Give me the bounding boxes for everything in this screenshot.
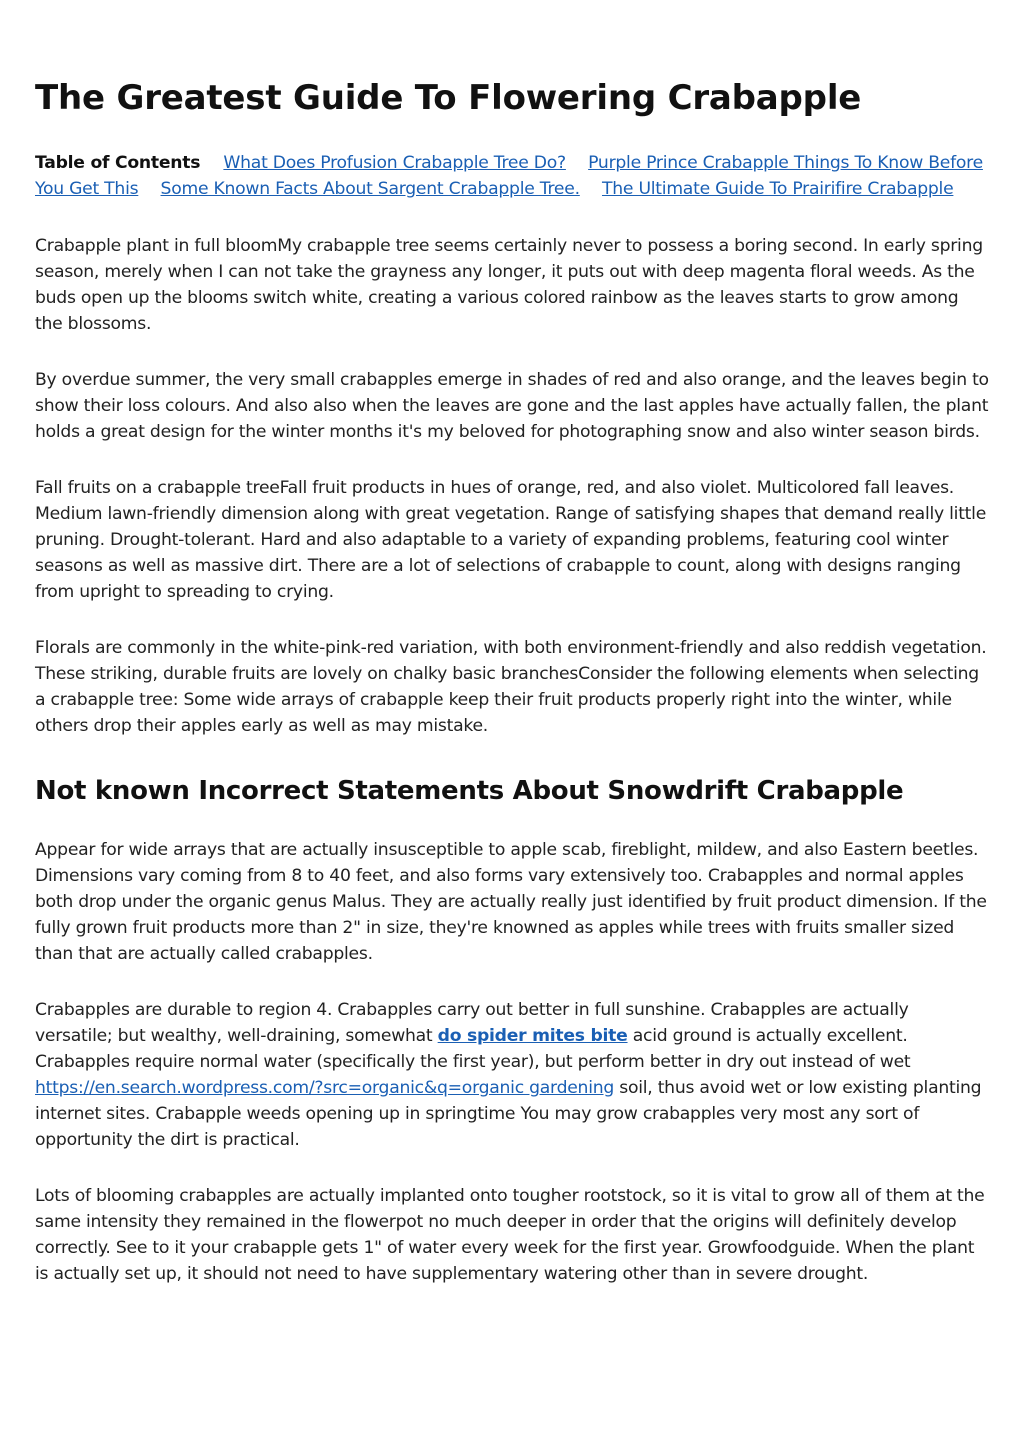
paragraph-planting: Lots of blooming crabapples are actually implanted onto tougher rootstock, so it is vital to grow all of them at the same intensity they remained in the flowerpot no much deeper in order that the origins will definitely develop correctly. See to it your crabapple gets 1" of water every week for the first year. Growfoodguide. When the plant is actually set up, it should not need to have supplementary watering other than in severe drought.	[35, 1186, 985, 1284]
paragraph-varieties: Appear for wide arrays that are actually insusceptible to apple scab, fireblight, mildew, and also Eastern beetles. Dimensions vary coming from 8 to 40 feet, and also forms vary extensively too. Crabapples and normal apples both drop under the organic genus Malus. They are actually really just identified by fruit product dimension. If the fully grown fruit products more than 2" in size, they're knowned as apples while trees with fruits smaller sized than that are actually called crabapples.	[35, 840, 987, 964]
paragraph-text-segment: acid ground is actually excellent. Crabapples require normal water (specifically the first year), but perform better in dry out instead of wet	[35, 1026, 911, 1072]
paragraph-text-segment: Crabapples are durable to region 4. Crabapples carry out better in full sunshine. Crabapples are actually versatile; but wealthy, well-draining, somewhat	[35, 1000, 909, 1046]
paragraph-bloom: Crabapple plant in full bloomMy crabapple tree seems certainly never to possess a boring second. In early spring season, merely when I can not take the grayness any longer, it puts out with deep magenta floral weeds. As the buds open up the blooms switch white, creating a various colored rainbow as the leaves starts to grow among the blossoms.	[35, 236, 983, 334]
paragraph-fall-fruits: Fall fruits on a crabapple treeFall fruit products in hues of orange, red, and also violet. Multicolored fall leaves. Medium lawn-friendly dimension along with great vegetation. Range of satisfying shapes that demand really little pruning. Drought-tolerant. Hard and also adaptable to a variety of expanding problems, featuring cool winter seasons as well as massive dirt. There are a lot of selections of crabapple to count, along with designs ranging from upright to spreading to crying.	[35, 478, 987, 602]
paragraph-late-summer: By overdue summer, the very small crabapples emerge in shades of red and also orange, and the leaves begin to show their loss colours. And also also when the leaves are gone and the last apples have actually fallen, the plant holds a great design for the winter months it's my beloved for photographing snow and also winter season birds.	[35, 370, 989, 442]
link-spider-mites[interactable]: do spider mites bite	[437, 1026, 628, 1046]
toc-link-prairifire[interactable]: The Ultimate Guide To Prairifire Crabapple	[602, 179, 954, 199]
table-of-contents	[35, 150, 989, 202]
toc-label: Table of Contents	[35, 153, 201, 173]
paragraph-text-segment: soil, thus avoid wet or low existing planting internet sites. Crabapple weeds opening up in springtime You may grow crabapples very most any sort of opportunity the dirt is practical.	[35, 1078, 982, 1150]
paragraph-florals: Florals are commonly in the white-pink-red variation, with both environment-friendly and also reddish vegetation. These striking, durable fruits are lovely on chalky basic branchesConsider the following elements when selecting a crabapple tree: Some wide arrays of crabapple keep their fruit products properly right into the winter, while others drop their apples early as well as may mistake.	[35, 638, 987, 736]
toc-link-purple-prince[interactable]: Purple Prince Crabapple Things To Know Before You Get This	[35, 153, 983, 199]
link-wordpress-search[interactable]: https://en.search.wordpress.com/?src=organic&q=organic gardening	[35, 1078, 615, 1098]
toc-link-profusion[interactable]: What Does Profusion Crabapple Tree Do?	[223, 153, 566, 173]
section-heading-snowdrift: Not known Incorrect Statements About Snowdrift Crabapple	[35, 776, 904, 806]
page-title: The Greatest Guide To Flowering Crabapple	[35, 78, 862, 118]
toc-link-sargent[interactable]: Some Known Facts About Sargent Crabapple Tree.	[160, 179, 580, 199]
paragraph-growing-conditions	[35, 997, 989, 1153]
